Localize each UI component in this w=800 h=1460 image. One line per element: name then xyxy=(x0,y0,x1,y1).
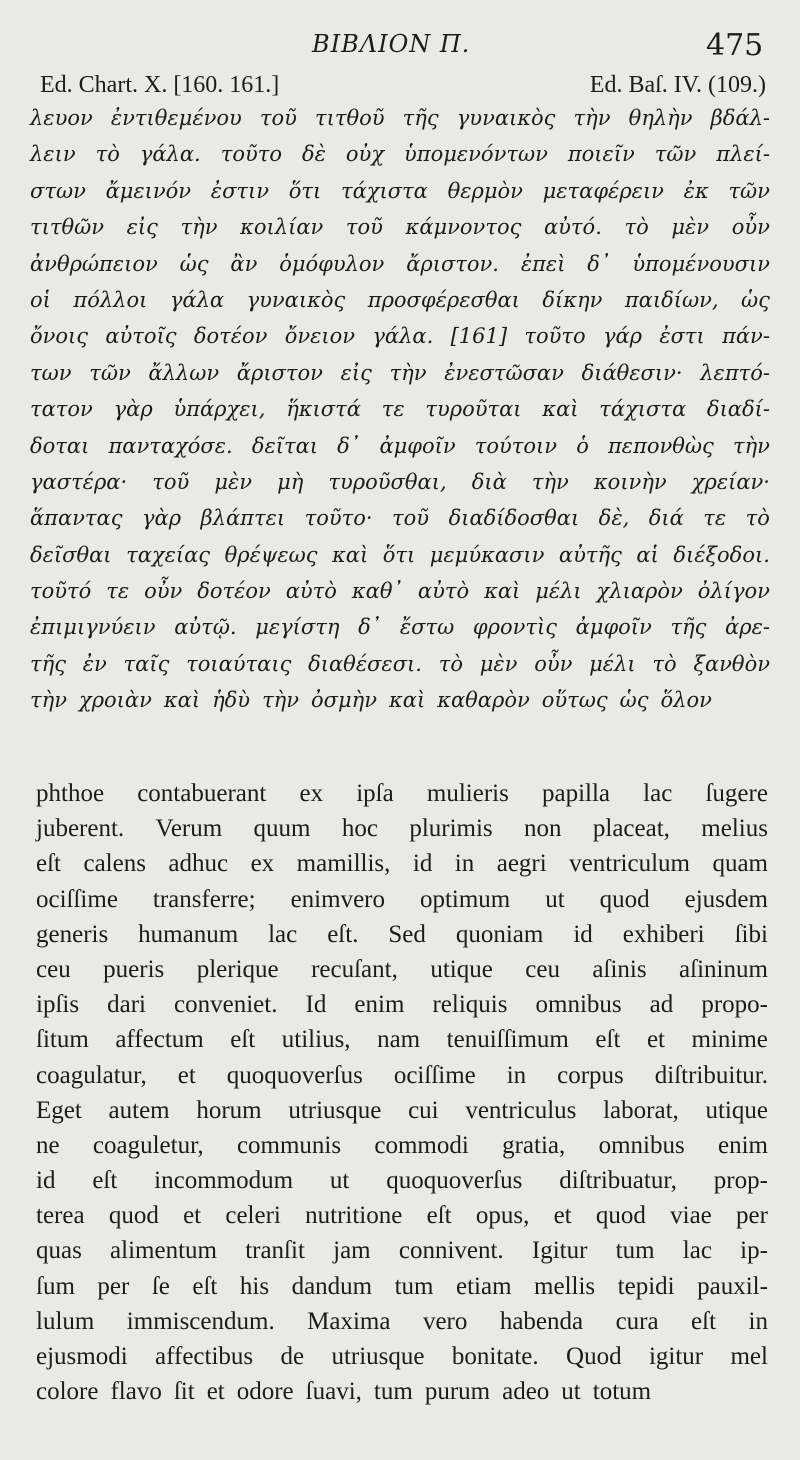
page-number: 475 xyxy=(706,28,764,63)
greek-text-line: δοται πανταχόσε. δεῖται δ᾽ ἀμφοῖν τούτοιν ὁ πεπονθὼς τὴν xyxy=(30,433,770,458)
latin-text-line: ne coaguletur, communis commodi gratia, omnibus enim xyxy=(36,1131,768,1159)
greek-text-line: τῆς ἐν ταῖς τοιαύταις διαθέσεσι. τὸ μὲν οὖν μέλι τὸ ξανθὸν xyxy=(30,651,770,676)
latin-text-line: phthoe contabuerant ex ipſa mulieris papilla lac ſugere xyxy=(36,780,768,807)
latin-text-line: ſum per ſe eſt his dandum tum etiam mellis tepidi pauxil- xyxy=(36,1272,768,1300)
latin-text-line: ejusmodi affectibus de utriusque bonitate. Quod igitur mel xyxy=(36,1343,768,1370)
latin-text-line: ociſſime transferre; enimvero optimum ut quod ejusdem xyxy=(36,885,768,913)
greek-text-line: ἀνθρώπειον ὡς ἂν ὁμόφυλον ἄριστον. ἐπεὶ δ᾽ ὑπομένουσιν xyxy=(30,251,770,276)
latin-text-line: juberent. Verum quum hoc plurimis non placeat, melius xyxy=(36,815,768,843)
greek-text-line: τὴν χροιὰν καὶ ἡδὺ τὴν ὀσμὴν καὶ καθαρὸν οὕτως ὡς ὅλον xyxy=(30,688,712,713)
greek-text-line: δεῖσθαι ταχείας θρέψεως καὶ ὅτι μεμύκασιν αὐτῆς αἱ διέξοδοι. xyxy=(30,542,770,567)
latin-text-line: colore flavo ſit et odore ſuavi, tum purum adeo ut totum xyxy=(36,1378,652,1406)
latin-text-line: eſt calens adhuc ex mamillis, id in aegri ventriculum quam xyxy=(36,850,768,878)
book-title: BIBΛΙΟΝ Π. xyxy=(312,30,471,58)
latin-text-line: coagulatur, et quoquoverſus ociſſime in corpus diſtribuitur. xyxy=(36,1061,768,1089)
greek-text-block xyxy=(30,100,770,719)
greek-text-line: των τῶν ἄλλων ἄριστον εἰς τὴν ἐνεστῶσαν διάθεσιν· λεπτό- xyxy=(30,360,770,385)
greek-text-line: ἅπαντας γὰρ βλάπτει τοῦτο· τοῦ διαδίδοσθαι δὲ, διά τε τὸ xyxy=(30,506,770,531)
greek-text-line: ἐπιμιγνύειν αὐτῷ. μεγίστη δ᾽ ἔστω φροντὶς ἀμφοῖν τῆς ἀρε- xyxy=(30,615,770,640)
latin-text-line: generis humanum lac eſt. Sed quoniam id exhiberi ſibi xyxy=(36,920,768,948)
latin-text-line: Eget autem horum utriusque cui ventriculus laborat, utique xyxy=(36,1096,768,1124)
greek-text-line: λειν τὸ γάλα. τοῦτο δὲ οὐχ ὑπομενόντων ποιεῖν τῶν πλεί- xyxy=(30,142,770,167)
latin-text-line: id eſt incommodum ut quoquoverſus diſtribuatur, prop- xyxy=(36,1167,768,1195)
greek-text-line: λευον ἐντιθεμένου τοῦ τιτθοῦ τῆς γυναικὸς τὴν θηλὴν βδάλ- xyxy=(30,106,770,130)
greek-text-line: τοῦτό τε οὖν δοτέον αὐτὸ καθ᾽ αὐτὸ καὶ μέλι χλιαρὸν ὀλίγον xyxy=(30,579,770,604)
greek-text-line: τατον γὰρ ὑπάρχει, ἥκιστά τε τυροῦται καὶ τάχιστα διαδί- xyxy=(30,397,770,422)
latin-text-line: ipſis dari conveniet. Id enim reliquis omnibus ad propo- xyxy=(36,991,768,1019)
latin-text-line: lulum immiscendum. Maxima vero habenda cura eſt in xyxy=(36,1307,768,1335)
running-head xyxy=(0,28,800,68)
greek-text-line: γαστέρα· τοῦ μὲν μὴ τυροῦσθαι, διὰ τὴν κοινὴν χρείαν· xyxy=(30,469,770,494)
latin-text-line: terea quod et celeri nutritione eſt opus, et quod viae per xyxy=(36,1202,768,1230)
latin-text-block xyxy=(36,776,768,1409)
edition-basel-reference: Ed. Baſ. IV. (109.) xyxy=(589,72,766,98)
latin-text-line: ſitum affectum eſt utilius, nam tenuiſſimum eſt et minime xyxy=(36,1026,768,1054)
latin-text-line: ceu pueris plerique recuſant, utique ceu aſinis aſininum xyxy=(36,955,768,983)
greek-text-line: τιτθῶν εἰς τὴν κοιλίαν τοῦ κάμνοντος αὐτό. τὸ μὲν οὖν xyxy=(30,215,770,240)
greek-text-line: ὄνοις αὐτοῖς δοτέον ὄνειον γάλα. [161] τοῦτο γάρ ἐστι πάν- xyxy=(30,324,770,349)
edition-chartier-reference: Ed. Chart. X. [160. 161.] xyxy=(40,72,280,98)
greek-text-line: οἱ πόλλοι γάλα γυναικὸς προσφέρεσθαι δίκην παιδίων, ὡς xyxy=(30,287,770,312)
greek-text-line: στων ἄμεινόν ἐστιν ὅτι τάχιστα θερμὸν μεταφέρειν ἐκ τῶν xyxy=(30,178,770,203)
latin-text-line: quas alimentum tranſit jam connivent. Igitur tum lac ip- xyxy=(36,1237,768,1265)
